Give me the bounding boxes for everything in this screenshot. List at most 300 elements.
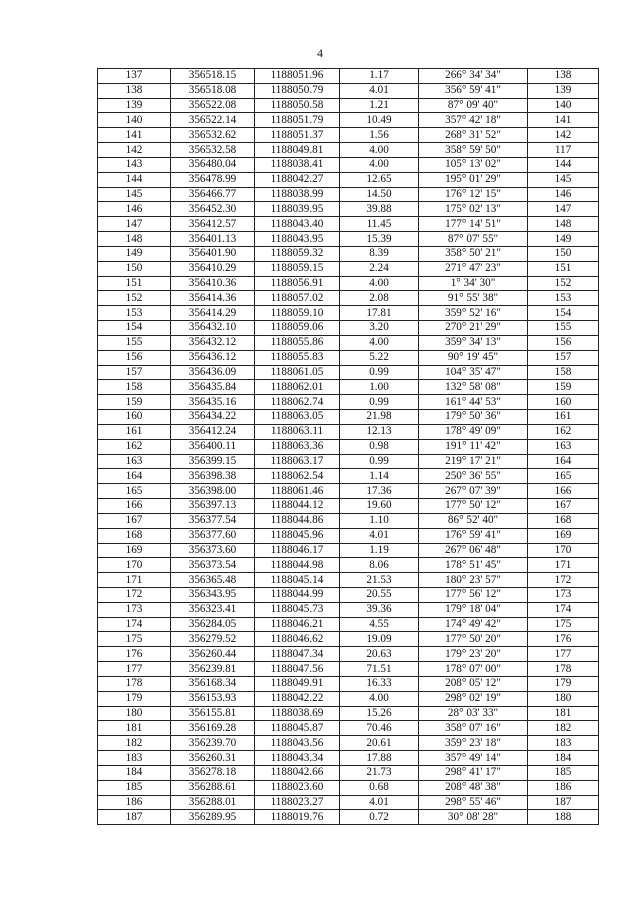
- x-coordinate-cell: 356400.11: [171, 439, 255, 454]
- table-row: [98, 217, 599, 232]
- x-coordinate-cell: 356401.13: [171, 232, 255, 247]
- bearing-cell: 91° 55' 38": [419, 291, 528, 306]
- point-to-cell: 158: [528, 365, 599, 380]
- table-row: [98, 587, 599, 602]
- distance-cell: 17.36: [340, 484, 419, 499]
- x-coordinate-cell: 356432.12: [171, 335, 255, 350]
- bearing-cell: 177° 50' 12": [419, 499, 528, 514]
- y-coordinate-cell: 1188023.27: [255, 795, 340, 810]
- x-coordinate-cell: 356412.57: [171, 217, 255, 232]
- x-coordinate-cell: 356239.81: [171, 662, 255, 677]
- bearing-cell: 87° 09' 40": [419, 98, 528, 113]
- point-from-cell: 148: [98, 232, 171, 247]
- table-row: [98, 380, 599, 395]
- point-from-cell: 147: [98, 217, 171, 232]
- distance-cell: 0.99: [340, 365, 419, 380]
- point-to-cell: 150: [528, 246, 599, 261]
- x-coordinate-cell: 356398.00: [171, 484, 255, 499]
- table-row: [98, 484, 599, 499]
- point-to-cell: 173: [528, 587, 599, 602]
- point-to-cell: 165: [528, 469, 599, 484]
- point-to-cell: 168: [528, 513, 599, 528]
- point-to-cell: 160: [528, 395, 599, 410]
- distance-cell: 0.99: [340, 454, 419, 469]
- point-from-cell: 141: [98, 128, 171, 143]
- point-from-cell: 172: [98, 587, 171, 602]
- point-from-cell: 146: [98, 202, 171, 217]
- table-row: [98, 543, 599, 558]
- distance-cell: 1.21: [340, 98, 419, 113]
- point-to-cell: 166: [528, 484, 599, 499]
- y-coordinate-cell: 1188046.21: [255, 617, 340, 632]
- y-coordinate-cell: 1188050.79: [255, 83, 340, 98]
- x-coordinate-cell: 356412.24: [171, 424, 255, 439]
- y-coordinate-cell: 1188044.99: [255, 587, 340, 602]
- table-row: [98, 128, 599, 143]
- bearing-cell: 208° 05' 12": [419, 676, 528, 691]
- point-from-cell: 174: [98, 617, 171, 632]
- point-to-cell: 162: [528, 424, 599, 439]
- point-from-cell: 186: [98, 795, 171, 810]
- table-row: [98, 810, 599, 825]
- x-coordinate-cell: 356436.09: [171, 365, 255, 380]
- y-coordinate-cell: 1188063.17: [255, 454, 340, 469]
- y-coordinate-cell: 1188046.17: [255, 543, 340, 558]
- point-to-cell: 149: [528, 232, 599, 247]
- x-coordinate-cell: 356401.90: [171, 246, 255, 261]
- distance-cell: 11.45: [340, 217, 419, 232]
- x-coordinate-cell: 356153.93: [171, 691, 255, 706]
- distance-cell: 19.60: [340, 499, 419, 514]
- table-row: [98, 558, 599, 573]
- bearing-cell: 1° 34' 30": [419, 276, 528, 291]
- x-coordinate-cell: 356323.41: [171, 602, 255, 617]
- table-row: [98, 261, 599, 276]
- distance-cell: 4.01: [340, 528, 419, 543]
- point-from-cell: 169: [98, 543, 171, 558]
- table-row: [98, 676, 599, 691]
- point-from-cell: 149: [98, 246, 171, 261]
- table-row: [98, 573, 599, 588]
- point-from-cell: 155: [98, 335, 171, 350]
- x-coordinate-cell: 356289.95: [171, 810, 255, 825]
- table-row: [98, 751, 599, 766]
- point-from-cell: 156: [98, 350, 171, 365]
- y-coordinate-cell: 1188062.01: [255, 380, 340, 395]
- table-row: [98, 365, 599, 380]
- x-coordinate-cell: 356343.95: [171, 587, 255, 602]
- y-coordinate-cell: 1188047.34: [255, 647, 340, 662]
- bearing-cell: 356° 59' 41": [419, 83, 528, 98]
- distance-cell: 0.98: [340, 439, 419, 454]
- x-coordinate-cell: 356436.12: [171, 350, 255, 365]
- point-from-cell: 178: [98, 676, 171, 691]
- y-coordinate-cell: 1188045.14: [255, 573, 340, 588]
- table-row: [98, 276, 599, 291]
- point-to-cell: 147: [528, 202, 599, 217]
- point-from-cell: 157: [98, 365, 171, 380]
- point-to-cell: 156: [528, 335, 599, 350]
- y-coordinate-cell: 1188059.32: [255, 246, 340, 261]
- y-coordinate-cell: 1188042.27: [255, 172, 340, 187]
- x-coordinate-cell: 356365.48: [171, 573, 255, 588]
- point-to-cell: 182: [528, 721, 599, 736]
- bearing-cell: 359° 34' 13": [419, 335, 528, 350]
- table-row: [98, 795, 599, 810]
- x-coordinate-cell: 356278.18: [171, 765, 255, 780]
- y-coordinate-cell: 1188043.95: [255, 232, 340, 247]
- y-coordinate-cell: 1188019.76: [255, 810, 340, 825]
- point-to-cell: 183: [528, 736, 599, 751]
- bearing-cell: 28° 03' 33": [419, 706, 528, 721]
- bearing-cell: 161° 44' 53": [419, 395, 528, 410]
- table-row: [98, 187, 599, 202]
- table-row: [98, 246, 599, 261]
- point-from-cell: 154: [98, 321, 171, 336]
- bearing-cell: 132° 58' 08": [419, 380, 528, 395]
- point-from-cell: 142: [98, 143, 171, 158]
- bearing-cell: 270° 21' 29": [419, 321, 528, 336]
- distance-cell: 2.08: [340, 291, 419, 306]
- point-to-cell: 151: [528, 261, 599, 276]
- x-coordinate-cell: 356435.84: [171, 380, 255, 395]
- bearing-cell: 178° 49' 09": [419, 424, 528, 439]
- distance-cell: 8.06: [340, 558, 419, 573]
- table-row: [98, 69, 599, 84]
- distance-cell: 1.00: [340, 380, 419, 395]
- x-coordinate-cell: 356398.38: [171, 469, 255, 484]
- x-coordinate-cell: 356434.22: [171, 410, 255, 425]
- distance-cell: 20.61: [340, 736, 419, 751]
- point-to-cell: 184: [528, 751, 599, 766]
- distance-cell: 4.00: [340, 276, 419, 291]
- y-coordinate-cell: 1188059.06: [255, 321, 340, 336]
- bearing-cell: 178° 07' 00": [419, 662, 528, 677]
- y-coordinate-cell: 1188043.34: [255, 751, 340, 766]
- point-from-cell: 175: [98, 632, 171, 647]
- y-coordinate-cell: 1188047.56: [255, 662, 340, 677]
- table-row: [98, 98, 599, 113]
- x-coordinate-cell: 356169.28: [171, 721, 255, 736]
- y-coordinate-cell: 1188046.62: [255, 632, 340, 647]
- y-coordinate-cell: 1188038.41: [255, 157, 340, 172]
- point-from-cell: 176: [98, 647, 171, 662]
- bearing-cell: 358° 07' 16": [419, 721, 528, 736]
- y-coordinate-cell: 1188049.91: [255, 676, 340, 691]
- y-coordinate-cell: 1188044.98: [255, 558, 340, 573]
- point-to-cell: 186: [528, 780, 599, 795]
- y-coordinate-cell: 1188038.99: [255, 187, 340, 202]
- x-coordinate-cell: 356377.60: [171, 528, 255, 543]
- point-from-cell: 159: [98, 395, 171, 410]
- table-row: [98, 691, 599, 706]
- bearing-cell: 178° 51' 45": [419, 558, 528, 573]
- distance-cell: 4.00: [340, 335, 419, 350]
- distance-cell: 1.17: [340, 69, 419, 84]
- point-from-cell: 165: [98, 484, 171, 499]
- bearing-cell: 250° 36' 55": [419, 469, 528, 484]
- distance-cell: 0.68: [340, 780, 419, 795]
- point-from-cell: 160: [98, 410, 171, 425]
- point-to-cell: 154: [528, 306, 599, 321]
- table-row: [98, 157, 599, 172]
- point-to-cell: 159: [528, 380, 599, 395]
- distance-cell: 4.00: [340, 157, 419, 172]
- point-from-cell: 171: [98, 573, 171, 588]
- point-from-cell: 164: [98, 469, 171, 484]
- point-to-cell: 139: [528, 83, 599, 98]
- table-row: [98, 499, 599, 514]
- x-coordinate-cell: 356260.31: [171, 751, 255, 766]
- table-row: [98, 439, 599, 454]
- distance-cell: 0.99: [340, 395, 419, 410]
- distance-cell: 20.63: [340, 647, 419, 662]
- point-from-cell: 184: [98, 765, 171, 780]
- distance-cell: 0.72: [340, 810, 419, 825]
- y-coordinate-cell: 1188062.74: [255, 395, 340, 410]
- x-coordinate-cell: 356377.54: [171, 513, 255, 528]
- table-row: [98, 736, 599, 751]
- point-to-cell: 141: [528, 113, 599, 128]
- distance-cell: 1.14: [340, 469, 419, 484]
- bearing-cell: 266° 34' 34": [419, 69, 528, 84]
- point-to-cell: 181: [528, 706, 599, 721]
- point-from-cell: 182: [98, 736, 171, 751]
- table-row: [98, 513, 599, 528]
- table-row: [98, 291, 599, 306]
- point-from-cell: 185: [98, 780, 171, 795]
- bearing-cell: 174° 49' 42": [419, 617, 528, 632]
- table-row: [98, 321, 599, 336]
- distance-cell: 1.10: [340, 513, 419, 528]
- bearing-cell: 357° 49' 14": [419, 751, 528, 766]
- y-coordinate-cell: 1188059.15: [255, 261, 340, 276]
- bearing-cell: 177° 50' 20": [419, 632, 528, 647]
- y-coordinate-cell: 1188051.96: [255, 69, 340, 84]
- table-row: [98, 306, 599, 321]
- bearing-cell: 177° 14' 51": [419, 217, 528, 232]
- distance-cell: 21.98: [340, 410, 419, 425]
- y-coordinate-cell: 1188043.56: [255, 736, 340, 751]
- bearing-cell: 175° 02' 13": [419, 202, 528, 217]
- x-coordinate-cell: 356532.58: [171, 143, 255, 158]
- table-row: [98, 424, 599, 439]
- y-coordinate-cell: 1188063.11: [255, 424, 340, 439]
- table-row: [98, 647, 599, 662]
- bearing-cell: 358° 59' 50": [419, 143, 528, 158]
- point-from-cell: 170: [98, 558, 171, 573]
- point-from-cell: 161: [98, 424, 171, 439]
- y-coordinate-cell: 1188043.40: [255, 217, 340, 232]
- distance-cell: 4.00: [340, 143, 419, 158]
- point-from-cell: 167: [98, 513, 171, 528]
- table-row: [98, 143, 599, 158]
- point-from-cell: 138: [98, 83, 171, 98]
- y-coordinate-cell: 1188063.05: [255, 410, 340, 425]
- x-coordinate-cell: 356288.61: [171, 780, 255, 795]
- x-coordinate-cell: 356399.15: [171, 454, 255, 469]
- bearing-cell: 179° 23' 20": [419, 647, 528, 662]
- table-row: [98, 721, 599, 736]
- bearing-cell: 358° 50' 21": [419, 246, 528, 261]
- y-coordinate-cell: 1188061.05: [255, 365, 340, 380]
- bearing-cell: 208° 48' 38": [419, 780, 528, 795]
- point-to-cell: 155: [528, 321, 599, 336]
- point-to-cell: 170: [528, 543, 599, 558]
- point-from-cell: 144: [98, 172, 171, 187]
- y-coordinate-cell: 1188044.86: [255, 513, 340, 528]
- distance-cell: 12.65: [340, 172, 419, 187]
- x-coordinate-cell: 356522.14: [171, 113, 255, 128]
- table-row: [98, 172, 599, 187]
- point-from-cell: 180: [98, 706, 171, 721]
- y-coordinate-cell: 1188038.69: [255, 706, 340, 721]
- y-coordinate-cell: 1188044.12: [255, 499, 340, 514]
- bearing-cell: 90° 19' 45": [419, 350, 528, 365]
- point-from-cell: 143: [98, 157, 171, 172]
- point-to-cell: 187: [528, 795, 599, 810]
- x-coordinate-cell: 356373.60: [171, 543, 255, 558]
- y-coordinate-cell: 1188039.95: [255, 202, 340, 217]
- bearing-cell: 104° 35' 47": [419, 365, 528, 380]
- point-to-cell: 157: [528, 350, 599, 365]
- point-to-cell: 152: [528, 276, 599, 291]
- y-coordinate-cell: 1188061.46: [255, 484, 340, 499]
- x-coordinate-cell: 356279.52: [171, 632, 255, 647]
- x-coordinate-cell: 356414.36: [171, 291, 255, 306]
- y-coordinate-cell: 1188045.96: [255, 528, 340, 543]
- point-to-cell: 175: [528, 617, 599, 632]
- point-to-cell: 161: [528, 410, 599, 425]
- table-row: [98, 662, 599, 677]
- bearing-cell: 176° 59' 41": [419, 528, 528, 543]
- y-coordinate-cell: 1188057.02: [255, 291, 340, 306]
- bearing-cell: 30° 08' 28": [419, 810, 528, 825]
- point-to-cell: 179: [528, 676, 599, 691]
- y-coordinate-cell: 1188056.91: [255, 276, 340, 291]
- bearing-cell: 176° 12' 15": [419, 187, 528, 202]
- point-to-cell: 142: [528, 128, 599, 143]
- distance-cell: 5.22: [340, 350, 419, 365]
- x-coordinate-cell: 356288.01: [171, 795, 255, 810]
- table-row: [98, 232, 599, 247]
- table-row: [98, 469, 599, 484]
- bearing-cell: 298° 55' 46": [419, 795, 528, 810]
- bearing-cell: 195° 01' 29": [419, 172, 528, 187]
- point-to-cell: 178: [528, 662, 599, 677]
- distance-cell: 17.88: [340, 751, 419, 766]
- distance-cell: 21.73: [340, 765, 419, 780]
- distance-cell: 2.24: [340, 261, 419, 276]
- y-coordinate-cell: 1188059.10: [255, 306, 340, 321]
- y-coordinate-cell: 1188055.83: [255, 350, 340, 365]
- x-coordinate-cell: 356478.99: [171, 172, 255, 187]
- point-to-cell: 185: [528, 765, 599, 780]
- y-coordinate-cell: 1188042.22: [255, 691, 340, 706]
- table-row: [98, 395, 599, 410]
- table-row: [98, 350, 599, 365]
- x-coordinate-cell: 356435.16: [171, 395, 255, 410]
- point-to-cell: 180: [528, 691, 599, 706]
- point-from-cell: 139: [98, 98, 171, 113]
- y-coordinate-cell: 1188049.81: [255, 143, 340, 158]
- bearing-cell: 267° 06' 48": [419, 543, 528, 558]
- bearing-cell: 180° 23' 57": [419, 573, 528, 588]
- distance-cell: 15.26: [340, 706, 419, 721]
- point-from-cell: 173: [98, 602, 171, 617]
- distance-cell: 1.19: [340, 543, 419, 558]
- distance-cell: 39.88: [340, 202, 419, 217]
- table-row: [98, 602, 599, 617]
- bearing-cell: 179° 18' 04": [419, 602, 528, 617]
- x-coordinate-cell: 356397.13: [171, 499, 255, 514]
- distance-cell: 17.81: [340, 306, 419, 321]
- table-row: [98, 113, 599, 128]
- point-from-cell: 150: [98, 261, 171, 276]
- distance-cell: 14.50: [340, 187, 419, 202]
- distance-cell: 12.13: [340, 424, 419, 439]
- bearing-cell: 298° 02' 19": [419, 691, 528, 706]
- point-to-cell: 140: [528, 98, 599, 113]
- bearing-cell: 359° 52' 16": [419, 306, 528, 321]
- x-coordinate-cell: 356480.04: [171, 157, 255, 172]
- page-number: 4: [317, 46, 323, 60]
- x-coordinate-cell: 356414.29: [171, 306, 255, 321]
- bearing-cell: 271° 47' 23": [419, 261, 528, 276]
- coordinates-table-body: [98, 69, 599, 825]
- table-row: [98, 335, 599, 350]
- distance-cell: 4.00: [340, 691, 419, 706]
- y-coordinate-cell: 1188042.66: [255, 765, 340, 780]
- y-coordinate-cell: 1188063.36: [255, 439, 340, 454]
- point-from-cell: 137: [98, 69, 171, 84]
- point-from-cell: 163: [98, 454, 171, 469]
- distance-cell: 39.36: [340, 602, 419, 617]
- y-coordinate-cell: 1188051.79: [255, 113, 340, 128]
- y-coordinate-cell: 1188051.37: [255, 128, 340, 143]
- point-from-cell: 168: [98, 528, 171, 543]
- y-coordinate-cell: 1188045.87: [255, 721, 340, 736]
- bearing-cell: 357° 42' 18": [419, 113, 528, 128]
- distance-cell: 21.53: [340, 573, 419, 588]
- bearing-cell: 87° 07' 55": [419, 232, 528, 247]
- bearing-cell: 268° 31' 52": [419, 128, 528, 143]
- point-from-cell: 181: [98, 721, 171, 736]
- distance-cell: 16.33: [340, 676, 419, 691]
- distance-cell: 15.39: [340, 232, 419, 247]
- bearing-cell: 179° 50' 36": [419, 410, 528, 425]
- table-row: [98, 780, 599, 795]
- distance-cell: 4.01: [340, 795, 419, 810]
- bearing-cell: 359° 23' 18": [419, 736, 528, 751]
- table-row: [98, 202, 599, 217]
- point-to-cell: 146: [528, 187, 599, 202]
- bearing-cell: 267° 07' 39": [419, 484, 528, 499]
- distance-cell: 3.20: [340, 321, 419, 336]
- y-coordinate-cell: 1188055.86: [255, 335, 340, 350]
- bearing-cell: 105° 13' 02": [419, 157, 528, 172]
- table-row: [98, 454, 599, 469]
- point-from-cell: 177: [98, 662, 171, 677]
- x-coordinate-cell: 356452.30: [171, 202, 255, 217]
- distance-cell: 20.55: [340, 587, 419, 602]
- point-to-cell: 172: [528, 573, 599, 588]
- bearing-cell: 219° 17' 21": [419, 454, 528, 469]
- table-row: [98, 706, 599, 721]
- y-coordinate-cell: 1188050.58: [255, 98, 340, 113]
- point-from-cell: 179: [98, 691, 171, 706]
- point-to-cell: 167: [528, 499, 599, 514]
